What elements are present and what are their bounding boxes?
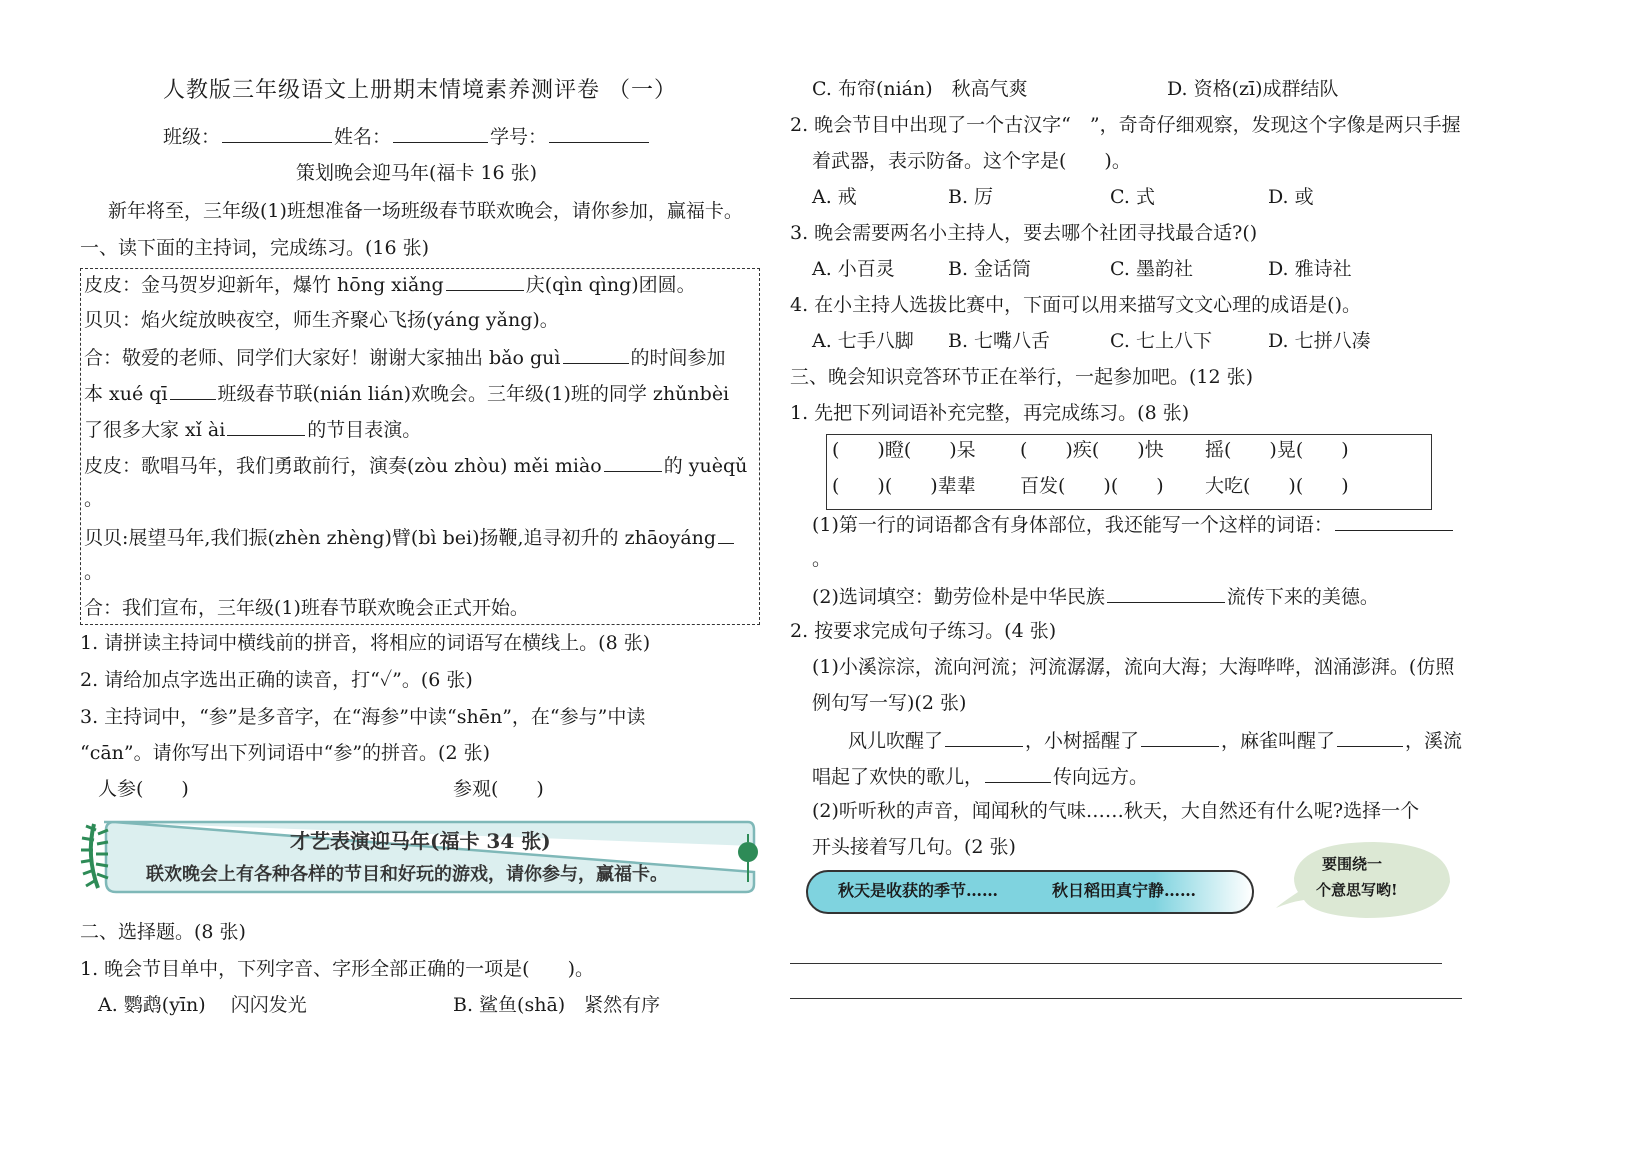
question-text: (1)第一行的词语都含有身体部位，我还能写一个这样的词语： — [812, 514, 1333, 536]
question-2-2-line-2: 着武器，表示防备。这个字是( )。 — [812, 150, 1131, 172]
script-line-10: 合：我们宣布，三年级(1)班春节联欢晚会正式开始。 — [84, 597, 529, 619]
option-2-2-d[interactable]: D. 或 — [1268, 186, 1314, 208]
prompt-option-1[interactable]: 秋天是收获的季节…… — [838, 881, 999, 900]
question-3-2-1-line-1: (1)小溪淙淙，流向河流；河流潺潺，流向大海；大海哗哗，汹涌澎湃。(仿照 — [812, 656, 1455, 678]
class-field[interactable] — [222, 124, 332, 143]
idiom-5[interactable]: 百发( )( ) — [1020, 475, 1164, 497]
renshen-answer[interactable]: 人参( ) — [98, 778, 189, 800]
question-3-2: 2. 按要求完成句子练习。(4 张) — [790, 620, 1057, 642]
option-2-1-c[interactable]: C. 布帘(nián) 秋高气爽 — [812, 78, 1028, 100]
speech-bubble — [1274, 838, 1456, 922]
option-2-4-c[interactable]: C. 七上八下 — [1110, 330, 1212, 352]
question-2-1: 1. 晚会节目单中，下列字音、字形全部正确的一项是( )。 — [80, 958, 594, 980]
name-label: 姓名： — [334, 126, 392, 148]
imitation-line-1 — [848, 728, 1462, 753]
option-2-1-d[interactable]: D. 资格(zī)成群结队 — [1167, 78, 1339, 100]
script-text: 皮皮：金马贺岁迎新年，爆竹 hōng xiǎng — [84, 274, 444, 296]
section-plan-title: 策划晚会迎马年(福卡 16 张) — [296, 162, 538, 184]
answer-blank[interactable] — [1337, 728, 1403, 747]
option-2-3-a[interactable]: A. 小百灵 — [812, 258, 895, 280]
intro-text: 新年将至，三年级(1)班想准备一场班级春节联欢晚会，请你参加，赢福卡。 — [108, 200, 743, 222]
option-2-2-a[interactable]: A. 戒 — [812, 186, 857, 208]
script-text: 的节目表演。 — [307, 419, 422, 441]
canguan-answer[interactable]: 参观( ) — [453, 778, 544, 800]
answer-blank[interactable] — [1141, 728, 1219, 747]
question-text: 流传下来的美德。 — [1226, 586, 1379, 608]
script-text: 本 xué qī — [84, 383, 168, 405]
option-2-3-b[interactable]: B. 金话筒 — [948, 258, 1032, 280]
option-2-1-b[interactable]: B. 鲨鱼(shā) 紧然有序 — [453, 994, 661, 1016]
option-2-4-d[interactable]: D. 七拼八凑 — [1268, 330, 1371, 352]
question-3-1-1 — [812, 512, 1455, 537]
idiom-1[interactable]: ( )瞪( )呆 — [832, 439, 976, 461]
script-text: 庆(qìn qìng)团圆。 — [525, 274, 696, 296]
id-field[interactable] — [549, 124, 649, 143]
question-text: ，小树摇醒了 — [1025, 730, 1140, 752]
idiom-4[interactable]: ( )( )辈辈 — [832, 475, 976, 497]
script-line-7: 。 — [84, 488, 104, 510]
writing-line-1[interactable] — [790, 963, 1442, 964]
banner-subtitle: 联欢晚会上有各种各样的节目和好玩的游戏，请你参与，赢福卡。 — [146, 864, 668, 885]
question-3-1-2 — [812, 584, 1379, 609]
question-3-1: 1. 先把下列词语补充完整，再完成练习。(8 张) — [790, 402, 1190, 424]
sub-question-2: 2. 请给加点字选出正确的读音，打“✓”。(6 张) — [80, 669, 473, 691]
script-line-3 — [84, 345, 726, 370]
question-text: 风儿吹醒了 — [848, 730, 944, 752]
sub-question-1: 1. 请拼读主持词中横线前的拼音，将相应的词语写在横线上。(8 张) — [80, 632, 651, 654]
class-label: 班级： — [163, 126, 221, 148]
option-2-1-a[interactable]: A. 鹦鹉(yīn) 闪闪发光 — [98, 994, 307, 1016]
id-label: 学号： — [490, 126, 548, 148]
question-2-4: 4. 在小主持人选拔比赛中，下面可以用来描写文文心理的成语是()。 — [790, 294, 1361, 316]
answer-blank[interactable] — [170, 381, 216, 400]
bubble-line-2: 个意思写哟! — [1316, 881, 1398, 899]
option-2-3-d[interactable]: D. 雅诗社 — [1268, 258, 1352, 280]
option-2-4-a[interactable]: A. 七手八脚 — [812, 330, 914, 352]
script-text: 的 yuèqǔ — [663, 455, 748, 477]
answer-blank[interactable] — [1107, 584, 1225, 603]
answer-blank[interactable] — [1335, 512, 1453, 531]
question-text: (2)选词填空：勤劳俭朴是中华民族 — [812, 586, 1105, 608]
question-2-heading: 二、选择题。(8 张) — [80, 921, 246, 943]
idiom-3[interactable]: 摇( )晃( ) — [1205, 439, 1349, 461]
answer-blank[interactable] — [563, 345, 629, 364]
question-text: ，溪流 — [1405, 730, 1463, 752]
script-line-2: 贝贝：焰火绽放映夜空，师生齐聚心飞扬(yáng yǎng)。 — [84, 309, 559, 331]
leaf-decoration-icon — [81, 824, 108, 888]
idiom-6[interactable]: 大吃( )( ) — [1205, 475, 1349, 497]
script-line-8 — [84, 525, 736, 550]
script-text: 的时间参加 — [630, 347, 726, 369]
banner-title: 才艺表演迎马年(福卡 34 张) — [290, 829, 551, 853]
idiom-2[interactable]: ( )疾( )快 — [1020, 439, 1164, 461]
question-text: ，麻雀叫醒了 — [1221, 730, 1336, 752]
answer-blank[interactable] — [604, 453, 662, 472]
bubble-line-1: 要围绕一 — [1322, 855, 1383, 873]
sub-question-3-line-1: 3. 主持词中，“参”是多音字，在“海参”中读“shēn”，在“参与”中读 — [80, 706, 646, 728]
question-3-2-1-line-2: 例句写一写)(2 张) — [812, 692, 967, 714]
option-2-2-b[interactable]: B. 厉 — [948, 186, 994, 208]
question-1-heading: 一、读下面的主持词，完成练习。(16 张) — [80, 237, 430, 259]
answer-blank[interactable] — [985, 764, 1051, 783]
answer-blank[interactable] — [227, 417, 305, 436]
option-2-2-c[interactable]: C. 式 — [1110, 186, 1155, 208]
student-info-row — [163, 124, 651, 149]
sub-question-3-line-2: “cān”。请你写出下列词语中“参”的拼音。(2 张) — [80, 742, 491, 764]
name-field[interactable] — [393, 124, 488, 143]
question-2-2-line-1: 2. 晚会节目中出现了一个古汉字“ ”，奇奇仔细观察，发现这个字像是两只手握 — [790, 114, 1461, 136]
script-text: 贝贝:展望马年,我们振(zhèn zhèng)臂(bì bei)扬鞭,追寻初升的 zhāoyáng — [84, 527, 717, 549]
option-2-3-c[interactable]: C. 墨韵社 — [1110, 258, 1193, 280]
answer-blank[interactable] — [945, 728, 1023, 747]
question-3-heading: 三、晚会知识竞答环节正在举行，一起参加吧。(12 张) — [790, 366, 1254, 388]
answer-blank[interactable] — [718, 525, 734, 544]
question-3-1-1-end: 。 — [812, 548, 832, 570]
script-text: 了很多大家 xǐ ài — [84, 419, 226, 441]
prompt-option-2[interactable]: 秋日稻田真宁静…… — [1052, 881, 1197, 900]
question-2-3: 3. 晚会需要两名小主持人，要去哪个社团寻找最合适?() — [790, 222, 1258, 244]
script-text: 合：敬爱的老师、同学们大家好！谢谢大家抽出 bǎo guì — [84, 347, 561, 369]
option-2-4-b[interactable]: B. 七嘴八舌 — [948, 330, 1051, 352]
script-text: 班级春节联(nián lián)欢晚会。三年级(1)班的同学 zhǔnbèi — [217, 383, 730, 405]
imitation-line-2 — [812, 764, 1148, 789]
script-text: 皮皮：歌唱马年，我们勇敢前行，演奏(zòu zhòu) měi miào — [84, 455, 602, 477]
question-3-2-2-line-2: 开头接着写几句。(2 张) — [812, 836, 1016, 858]
answer-blank[interactable] — [446, 272, 524, 291]
script-line-9: 。 — [84, 561, 104, 583]
script-line-1 — [84, 272, 696, 297]
question-3-2-2-line-1: (2)听听秋的声音，闻闻秋的气味……秋天，大自然还有什么呢?选择一个 — [812, 800, 1420, 822]
script-line-6 — [84, 453, 747, 478]
writing-line-2[interactable] — [790, 998, 1462, 999]
script-line-4 — [84, 381, 729, 406]
question-text: 传向远方。 — [1053, 766, 1149, 788]
script-line-5 — [84, 417, 421, 442]
page-title: 人教版三年级语文上册期末情境素养测评卷 （一） — [163, 78, 677, 103]
question-text: 唱起了欢快的歌儿， — [812, 766, 984, 788]
